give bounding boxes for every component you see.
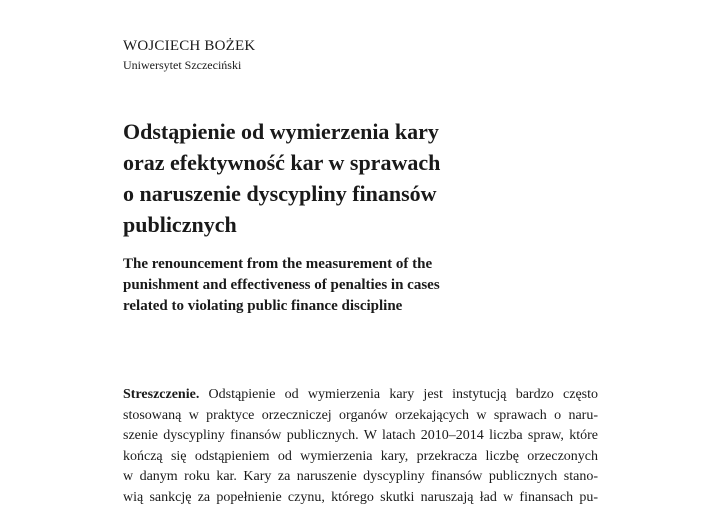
title-en-line: related to violating public finance discipline [123,296,483,317]
title-pl-line: publicznych [123,209,483,240]
article-title-polish [123,116,483,240]
abstract-line [123,385,598,406]
title-pl-line: oraz efektywność kar w sprawach [123,147,483,178]
abstract [123,385,598,508]
abstract-line: stosowaną w praktyce orzeczniczej organów orzekających w sprawach o naru- [123,406,598,427]
author-affiliation: Uniwersytet Szczeciński [123,58,241,73]
title-pl-line: Odstąpienie od wymierzenia kary [123,116,483,147]
author-name: WOJCIECH BOŻEK [123,37,255,55]
title-en-line: punishment and effectiveness of penalties in cases [123,275,483,296]
abstract-line: kończą się odstąpieniem od wymierzenia kary, przekracza liczbę orzeczonych [123,447,598,468]
abstract-line-text: Odstąpienie od wymierzenia kary jest instytucją bardzo często [209,387,598,402]
abstract-label: Streszczenie. [123,387,199,402]
abstract-line: szenie dyscypliny finansów publicznych. W latach 2010–2014 liczba spraw, które [123,426,598,447]
abstract-line: wią sankcję za popełnienie czynu, którego skutki naruszają ład w finansach pu- [123,488,598,508]
title-pl-line: o naruszenie dyscypliny finansów [123,178,483,209]
article-title-english [123,254,483,317]
abstract-line: w danym roku kar. Kary za naruszenie dyscypliny finansów publicznych stano- [123,467,598,488]
title-en-line: The renouncement from the measurement of the [123,254,483,275]
